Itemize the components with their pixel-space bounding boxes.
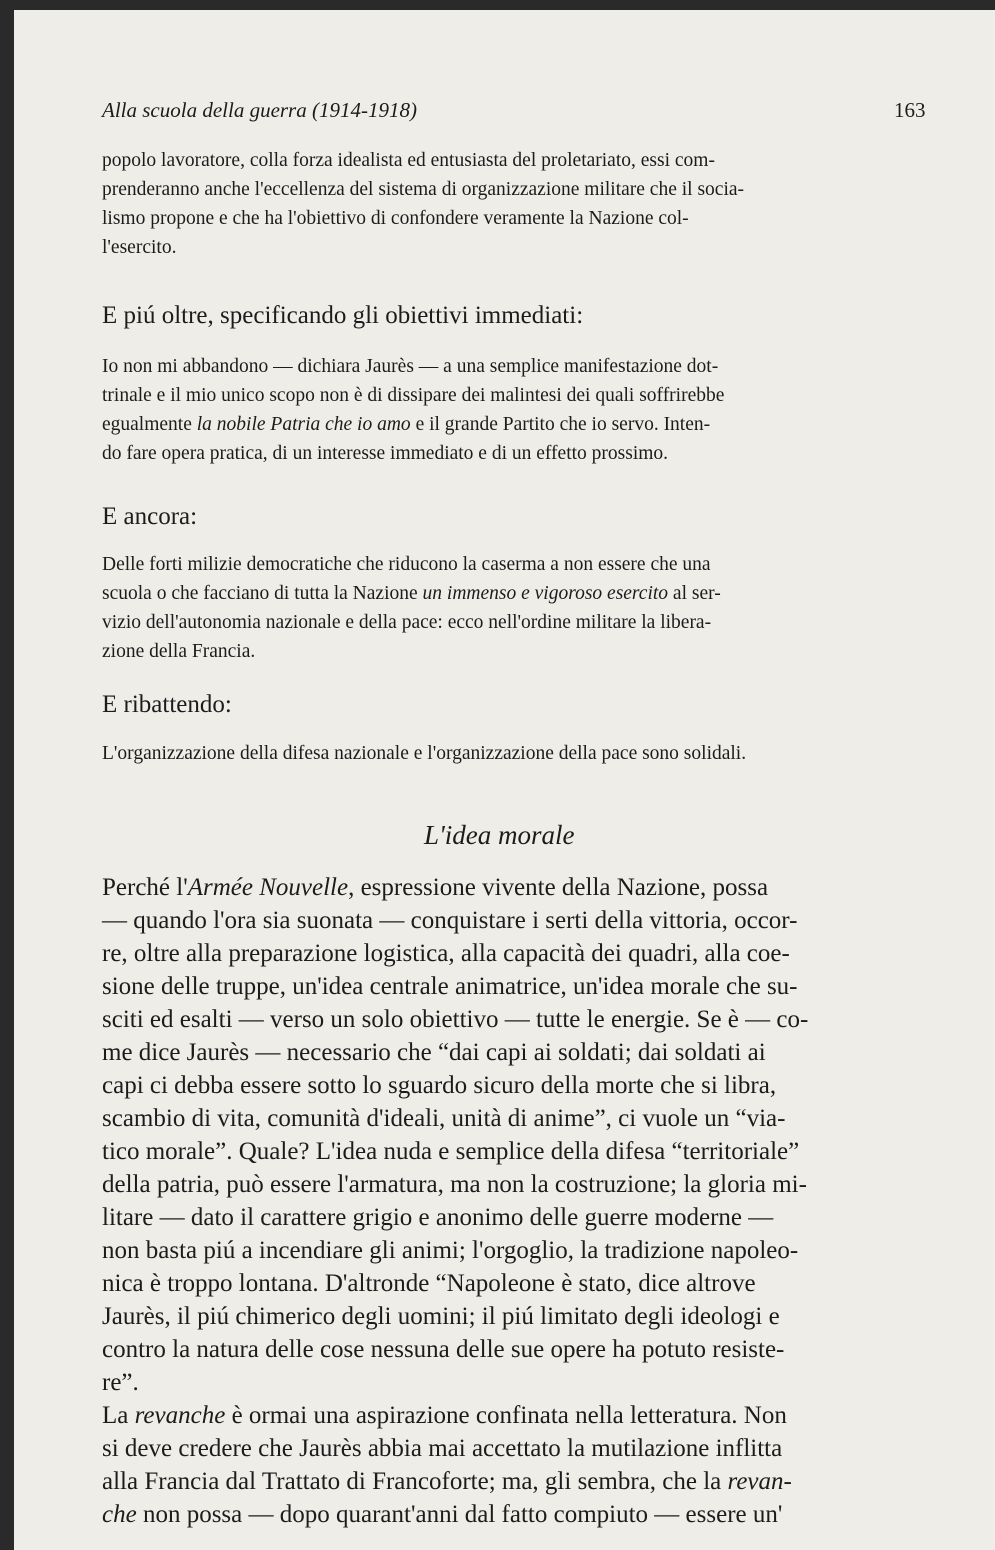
quote-line: Io non mi abbandono — dichiara Jaurès — a una semplice manifestazione dot- — [102, 356, 719, 377]
lead-in: E ribattendo: — [102, 691, 232, 718]
body-line: re, oltre alla preparazione logistica, alla capacità dei quadri, alla coe- — [102, 940, 790, 967]
body-line: non basta piú a incendiare gli animi; l'orgoglio, la tradizione napoleo- — [102, 1237, 799, 1264]
quote-line: egualmente la nobile Patria che io amo e il grande Partito che io servo. Inten- — [102, 414, 711, 435]
book-page — [14, 10, 995, 1550]
body-line: tico morale”. Quale? L'idea nuda e semplice della difesa “territoriale” — [102, 1138, 800, 1165]
quote-line: zione della Francia. — [102, 641, 256, 662]
body-line: — quando l'ora sia suonata — conquistare i serti della vittoria, occor- — [102, 907, 798, 934]
body-line: alla Francia dal Trattato di Francoforte; ma, gli sembra, che la revan- — [102, 1468, 792, 1495]
quote-line: scuola o che facciano di tutta la Nazione un immenso e vigoroso esercito al ser- — [102, 583, 721, 604]
section-title: L'idea morale — [424, 820, 575, 850]
paragraph-line: lismo propone e che ha l'obiettivo di confondere veramente la Nazione col- — [102, 208, 689, 229]
page-number: 163 — [894, 98, 926, 122]
body-line: della patria, può essere l'armatura, ma non la costruzione; la gloria mi- — [102, 1171, 807, 1198]
body-line: capi ci debba essere sotto lo sguardo sicuro della morte che si libra, — [102, 1072, 777, 1099]
body-line: re”. — [102, 1369, 139, 1396]
quote-line: L'organizzazione della difesa nazionale e l'organizzazione della pace sono solidali. — [102, 743, 747, 764]
body-line: sciti ed esalti — verso un solo obiettivo — tutte le energie. Se è — co- — [102, 1006, 809, 1033]
body-line: contro la natura delle cose nessuna delle sue opere ha potuto resiste- — [102, 1336, 785, 1363]
body-line: scambio di vita, comunità d'ideali, unità di anime”, ci vuole un “via- — [102, 1105, 786, 1132]
body-line: litare — dato il carattere grigio e anonimo delle guerre moderne — — [102, 1204, 774, 1231]
quote-line: do fare opera pratica, di un interesse immediato e di un effetto prossimo. — [102, 443, 669, 464]
quote-line: trinale e il mio unico scopo non è di dissipare dei malintesi dei quali soffrirebbe — [102, 385, 725, 406]
body-line: me dice Jaurès — necessario che “dai capi ai soldati; dai soldati ai — [102, 1039, 766, 1066]
quote-line: Delle forti milizie democratiche che riducono la caserma a non essere che una — [102, 554, 711, 575]
running-title: Alla scuola della guerra (1914-1918) — [102, 98, 417, 122]
body-line: sione delle truppe, un'idea centrale animatrice, un'idea morale che su- — [102, 973, 798, 1000]
body-line: Jaurès, il piú chimerico degli uomini; il piú limitato degli ideologi e — [102, 1303, 780, 1330]
body-line: Perché l'Armée Nouvelle, espressione vivente della Nazione, possa — [102, 874, 769, 901]
body-line: si deve credere che Jaurès abbia mai accettato la mutilazione inflitta — [102, 1435, 783, 1462]
paragraph-line: popolo lavoratore, colla forza idealista ed entusiasta del proletariato, essi com- — [102, 150, 715, 171]
quote-line: vizio dell'autonomia nazionale e della pace: ecco nell'ordine militare la libera- — [102, 612, 712, 633]
lead-in: E ancora: — [102, 503, 198, 530]
body-line: che non possa — dopo quarant'anni dal fatto compiuto — essere un' — [102, 1501, 783, 1528]
lead-in: E piú oltre, specificando gli obiettivi immediati: — [102, 302, 584, 329]
paragraph-line: prenderanno anche l'eccellenza del sistema di organizzazione militare che il socia- — [102, 179, 745, 200]
paragraph-line: l'esercito. — [102, 237, 177, 258]
body-line: nica è troppo lontana. D'altronde “Napoleone è stato, dice altrove — [102, 1270, 756, 1297]
body-line: La revanche è ormai una aspirazione confinata nella letteratura. Non — [102, 1402, 787, 1429]
